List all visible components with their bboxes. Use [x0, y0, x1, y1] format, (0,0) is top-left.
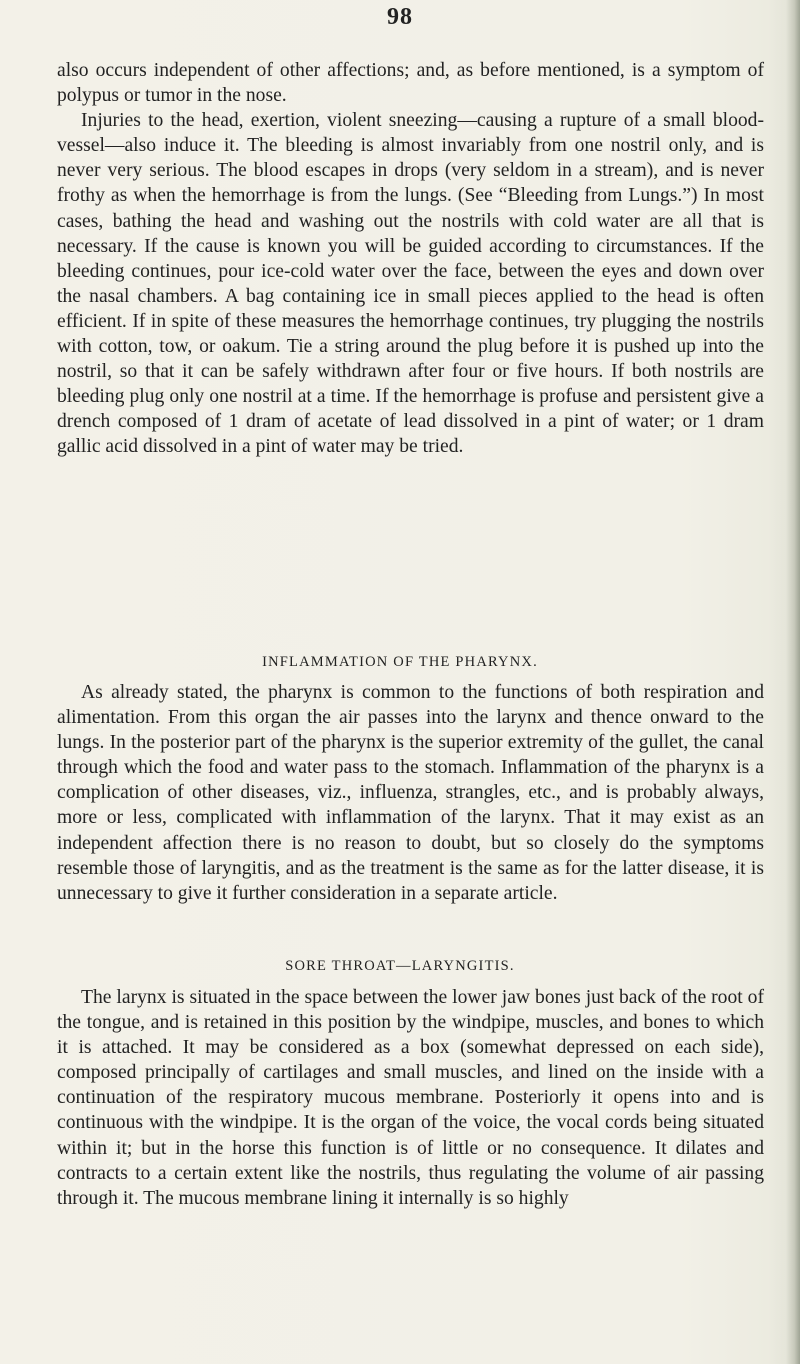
paragraph: As already stated, the pharynx is common to the functions of both respiration and alimentation. From this organ the air passes into the larynx and thence onward to the lungs. In the posterior part of the pharynx is the superior extremity of the gullet, the canal through which the food and water pass to the stomach. Inflammation of the pharynx is a complication of other diseases, viz., influenza, strangles, etc., and is probably always, more or less, complicated with inflammation of the larynx. That it may exist as an independent affection there is no reason to doubt, but so closely do the symptoms resemble those of laryngitis, and as the treatment is the same as for the latter disease, it is unnecessary to give it further consideration in a separate article. [57, 682, 764, 904]
paragraph: Injuries to the head, exertion, violent sneezing—causing a rupture of a small blood-vessel—also induce it. The bleeding is almost invariably from one nostril only, and is never very serious. The blood escapes in drops (very seldom in a stream), and is never frothy as when the hemorrhage is from the lungs. (See “Bleeding from Lungs.”) In most cases, bathing the head and washing out the nostrils with cold water are all that is necessary. If the cause is known you will be guided according to circumstances. If the bleeding continues, pour ice-cold water over the face, between the eyes and down over the nasal chambers. A bag containing ice in small pieces applied to the head is often efficient. If in spite of these measures the hemorrhage continues, try plugging the nostrils with cotton, tow, or oakum. Tie a string around the plug before it is pushed up into the nostril, so that it can be safely withdrawn after four or five hours. If both nostrils are bleeding plug only one nostril at a time. If the hemorrhage is profuse and persistent give a drench composed of 1 dram of acetate of lead dissolved in a pint of water; or 1 dram gallic acid dissolved in a pint of water may be tried. [57, 110, 764, 458]
paragraph: also occurs independent of other affections; and, as before mentioned, is a symptom of polypus or tumor in the nose. [57, 60, 764, 107]
page-edge-shadow [786, 0, 800, 1364]
section-heading-laryngitis: SORE THROAT—LARYNGITIS. [285, 958, 515, 974]
text-block-epistaxis [57, 58, 764, 460]
page-number: 98 [387, 4, 413, 30]
section-heading-pharynx: INFLAMMATION OF THE PHARYNX. [262, 654, 538, 670]
text-block-laryngitis [57, 985, 764, 1211]
paragraph: The larynx is situated in the space between the lower jaw bones just back of the root of the tongue, and is retained in this position by the windpipe, muscles, and bones to which it is attached. It may be considered as a box (somewhat depressed on each side), composed principally of cartilages and small muscles, and lined on the inside with a continuation of the respiratory mucous membrane. Posteriorly it opens into and is continuous with the windpipe. It is the organ of the voice, the vocal cords being situated within it; but in the horse this function is of little or no consequence. It dilates and contracts to a certain extent like the nostrils, thus regulating the volume of air passing through it. The mucous membrane lining it internally is so highly [57, 987, 764, 1209]
text-block-pharynx [57, 680, 764, 906]
